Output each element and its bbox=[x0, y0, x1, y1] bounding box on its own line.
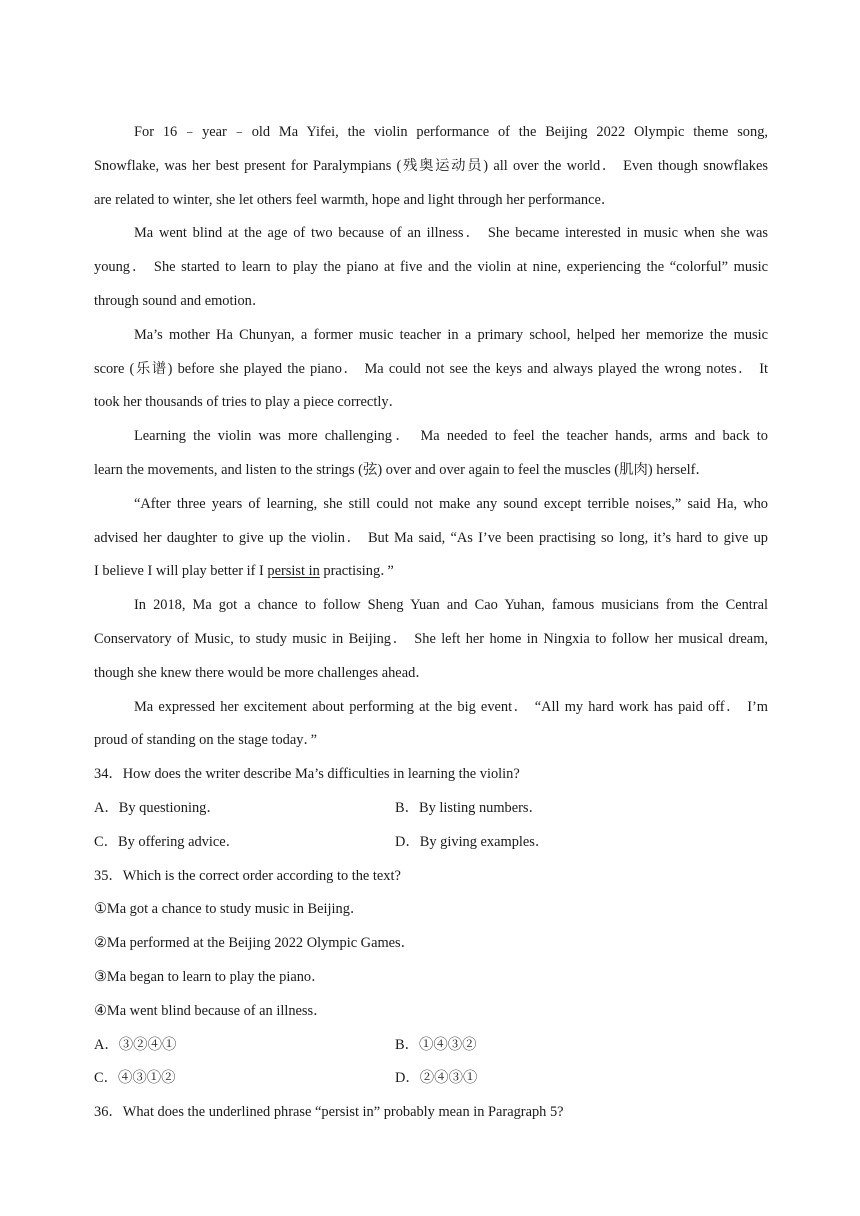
document-page bbox=[94, 116, 768, 1130]
paragraph-3 bbox=[94, 319, 768, 420]
text-line: score (乐谱) before she played the piano． Ma could not see the keys and always played the wrong notes． It bbox=[94, 360, 768, 377]
option-c: C．By offering advice． bbox=[94, 833, 241, 850]
paragraph-6 bbox=[94, 589, 768, 690]
question-36 bbox=[94, 1096, 768, 1130]
question-35 bbox=[94, 860, 768, 1097]
text-segment: practising．” bbox=[319, 563, 394, 580]
text-line: Conservatory of Music, to study music in Beijing． She left her home in Ningxia to follow her musical dream, bbox=[94, 630, 768, 647]
paragraph-2 bbox=[94, 217, 768, 318]
text-line: though she knew there would be more challenges ahead． bbox=[94, 664, 430, 681]
paragraph-5 bbox=[94, 488, 768, 589]
question-stem: 35．Which is the correct order according to the text? bbox=[94, 867, 401, 884]
text-line: Ma went blind at the age of two because of an illness． She became interested in music when she was bbox=[134, 225, 768, 242]
option-a: A．By questioning． bbox=[94, 799, 221, 816]
text-line: For 16﹣year﹣old Ma Yifei, the violin performance of the Beijing 2022 Olympic theme song, bbox=[134, 124, 768, 140]
text-line: advised her daughter to give up the violin． But Ma said, “As I’ve been practising so long, it’s hard to give up bbox=[94, 529, 768, 546]
option-b: B．①④③② bbox=[395, 1036, 477, 1053]
text-line: are related to winter, she let others feel warmth, hope and light through her performance． bbox=[94, 191, 616, 208]
event-item: ④Ma went blind because of an illness． bbox=[94, 1002, 328, 1019]
text-line: took her thousands of tries to play a piece correctly． bbox=[94, 394, 403, 411]
option-row bbox=[94, 792, 768, 826]
paragraph-1 bbox=[94, 116, 768, 217]
option-b: B．By listing numbers． bbox=[395, 799, 543, 816]
option-a: A．③②④① bbox=[94, 1036, 177, 1053]
option-d: D．②④③① bbox=[395, 1070, 478, 1087]
text-line: In 2018, Ma got a chance to follow Sheng Yuan and Cao Yuhan, famous musicians from the Central bbox=[134, 597, 768, 614]
option-row bbox=[94, 1029, 768, 1063]
text-line: learn the movements, and listen to the strings (弦) over and over again to feel the muscles (肌肉) herself． bbox=[94, 461, 710, 478]
option-row bbox=[94, 1062, 768, 1096]
text-line bbox=[94, 555, 768, 589]
paragraph-4 bbox=[94, 420, 768, 488]
underlined-phrase: persist in bbox=[267, 563, 320, 580]
text-line: proud of standing on the stage today．” bbox=[94, 732, 318, 749]
question-stem: 34．How does the writer describe Ma’s difficulties in learning the violin? bbox=[94, 766, 520, 783]
option-row bbox=[94, 826, 768, 860]
text-segment: I believe I will play better if I bbox=[94, 563, 268, 580]
text-line: Ma expressed her excitement about performing at the big event． “All my hard work has paid off． I’m bbox=[134, 698, 768, 715]
text-line: young． She started to learn to play the piano at five and the violin at nine, experiencing the “colorful” music bbox=[94, 259, 768, 276]
event-item: ③Ma began to learn to play the piano． bbox=[94, 968, 326, 985]
text-line: Learning the violin was more challenging． Ma needed to feel the teacher hands, arms and back to bbox=[134, 428, 768, 445]
text-line: “After three years of learning, she still could not make any sound except terrible noises,” said Ha, who bbox=[134, 495, 768, 512]
option-c: C．④③①② bbox=[94, 1070, 176, 1087]
question-34 bbox=[94, 758, 768, 859]
event-item: ②Ma performed at the Beijing 2022 Olympic Games． bbox=[94, 935, 416, 952]
paragraph-7 bbox=[94, 691, 768, 759]
text-line: Ma’s mother Ha Chunyan, a former music teacher in a primary school, helped her memorize the music bbox=[134, 326, 768, 343]
text-line: Snowflake, was her best present for Paralympians (残奥运动员) all over the world． Even though snowflakes bbox=[94, 157, 768, 174]
text-line: through sound and emotion． bbox=[94, 292, 267, 309]
question-stem: 36．What does the underlined phrase “persist in” probably mean in Paragraph 5? bbox=[94, 1104, 564, 1121]
option-d: D．By giving examples． bbox=[395, 833, 550, 850]
event-item: ①Ma got a chance to study music in Beijing． bbox=[94, 901, 365, 918]
